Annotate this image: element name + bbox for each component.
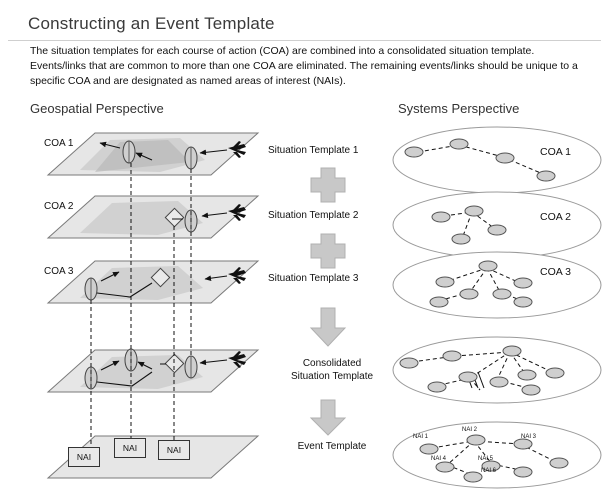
systems-label-coa1: COA 1 <box>540 146 571 158</box>
nai-mini-label-2: NAI 2 <box>462 427 478 433</box>
nai-mini-label-5: NAI 5 <box>478 456 494 462</box>
geo-label-coa2: COA 2 <box>44 201 74 212</box>
intro-paragraph: The situation templates for each course of action (COA) are combined into a consolidated situation template. Events/links that are common to more than one COA are eliminated. The remaining events/links should be unique to a specific COA and are designated as named areas of interest (NAIs). <box>30 45 578 87</box>
systems-ellipse-coa2 <box>393 192 601 258</box>
caption-consolidated-line2: Situation Template <box>290 371 374 382</box>
nai-box-3: NAI <box>158 440 190 460</box>
geo-label-coa3: COA 3 <box>44 266 74 277</box>
geo-label-coa1: COA 1 <box>44 138 74 149</box>
geo-plane-coa3 <box>48 261 258 303</box>
systems-ellipse-event-template <box>393 422 601 488</box>
geo-plane-consolidated <box>48 349 258 392</box>
caption-situation-template-2: Situation Template 2 <box>268 210 359 221</box>
caption-consolidated-line1: Consolidated <box>302 358 362 369</box>
arrow-down-glyph-2 <box>311 400 345 435</box>
systems-ellipse-consolidated <box>393 337 601 403</box>
caption-event-template: Event Template <box>297 441 367 452</box>
nai-mini-label-4: NAI 4 <box>431 456 447 462</box>
page-title: Constructing an Event Template <box>28 14 275 33</box>
nai-mini-label-1: NAI 1 <box>413 434 429 440</box>
caption-situation-template-3: Situation Template 3 <box>268 273 359 284</box>
systems-label-coa3: COA 3 <box>540 266 571 278</box>
plus-glyph-1 <box>311 168 345 202</box>
nai-mini-label-3: NAI 3 <box>521 434 537 440</box>
section-header-systems: Systems Perspective <box>398 101 520 116</box>
nai-mini-label-6: NAI 6 <box>481 468 497 474</box>
nai-box-1: NAI <box>68 447 100 467</box>
plus-glyph-2 <box>311 234 345 268</box>
systems-ellipse-coa3 <box>393 252 601 318</box>
geo-plane-coa2 <box>48 196 258 238</box>
section-header-geospatial: Geospatial Perspective <box>30 101 164 116</box>
systems-label-coa2: COA 2 <box>540 211 571 223</box>
caption-situation-template-1: Situation Template 1 <box>268 145 359 156</box>
geo-plane-coa1 <box>48 133 258 175</box>
systems-ellipse-coa1 <box>393 127 601 193</box>
arrow-down-glyph-1 <box>311 308 345 346</box>
nai-box-2: NAI <box>114 438 146 458</box>
